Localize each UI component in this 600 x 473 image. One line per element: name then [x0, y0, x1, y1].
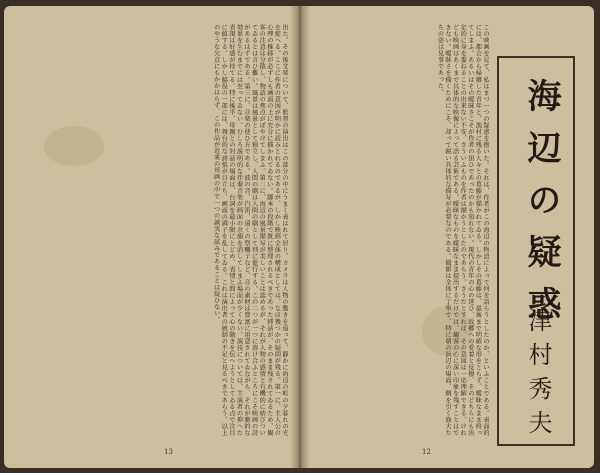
title-box — [497, 56, 575, 446]
article-author: 津村秀夫 — [524, 308, 552, 444]
left-page — [4, 6, 298, 468]
right-page-body-text: この映画を見て、私はまづ一つの疑惑を抱いた。それは、作者がこの海辺の物語によって何を語らうとしたのか、といふことである。表面的には、都会から帰郷した青年と、漁村に残る人々との葛藤が描かれてゐる。しかしその葛藤は、最後まで明確な形をとらず、曖昧なまま終ってしまふ。あるいはその曖昧さこそが作者の狙ひであったのかも知れない。現代の青年の心の迷ひ、故郷への愛着と反撥、そのどちらにも決定的に身を委ねることの出来ない不安、さういふものを作者は描かうとしたのであらう。さうだとすれば、その意図は一応理解できる。けれども映画はあくまで具体的な映像によって語る芸術である。曖昧なものを曖昧なまま提出するだけでは、観客の心に深い印象を残すことはできない。曖昧さを描くためにこそ、却って鋭い具体的な描写が必要なのである。撮影は全体に丁寧で、特に朝の浜辺の場面、網を引く漁夫たちの姿は見事であった。 — [436, 24, 489, 436]
right-page — [302, 6, 594, 468]
left-page-number: 13 — [164, 448, 173, 456]
book-gutter — [290, 6, 310, 468]
left-page-body-text: 出た。その後文楽について、監督の演出はこの部分の中にうまく表はれて居り、カメラは人物の動きを追って、静かに海辺の町の夕暮れの光を捉へる。ここに作者の意図が明かに読みとれるのであるが、しかし映画全体の構成としては、なほ幾つかの疑問が残る。第一に、主人公の心理の推移が必ずしも画面の上に充分に描かれてゐない。脚本の段階で既に整理されるべきであった挿話が、そのまま残されてゐるため、観客の注意は分散し、物語の焦点がぼやけてしまふ。第二に、海辺の風景描写が美しいことは認めるが、それが人物の感情と有機的に結びついてゐるとは言ひ難い。風景は風景として独立し、人間の劇は人間の劇として別に進行する。この二つが一つに溶け合ふところにこそ映画の詩があるはずである。第三に、音楽の使ひ方である。波の音、汽笛、遠くの祭囃子など、音の素材は豊富に用意されてゐながら、それが劇的な効果を生むまでには至ってゐない。むしろ説明的な伴奏音楽が画面の余韻を消してしまふ場面が少くない。演技については、主演者の抑へた表現は好感が持てる。特に後半、母親との対話の場面は、台詞を最小限にとどめ、表情と間によって心の動きを伝へようとしてゐる点で注目に値する。しかし脇役の一部には、舞台的な誇張が目立ち、画面の調子を乱してゐる。これは演出者の統制の不足と見るべきであらう。以上のやうな欠点にもかかはらず、この作品が近来の邦画の中で一つの誠実な試みであることは疑ひない。 — [212, 24, 288, 436]
right-page-number: 12 — [422, 448, 431, 456]
article-title: 海辺の疑惑 — [521, 78, 561, 338]
